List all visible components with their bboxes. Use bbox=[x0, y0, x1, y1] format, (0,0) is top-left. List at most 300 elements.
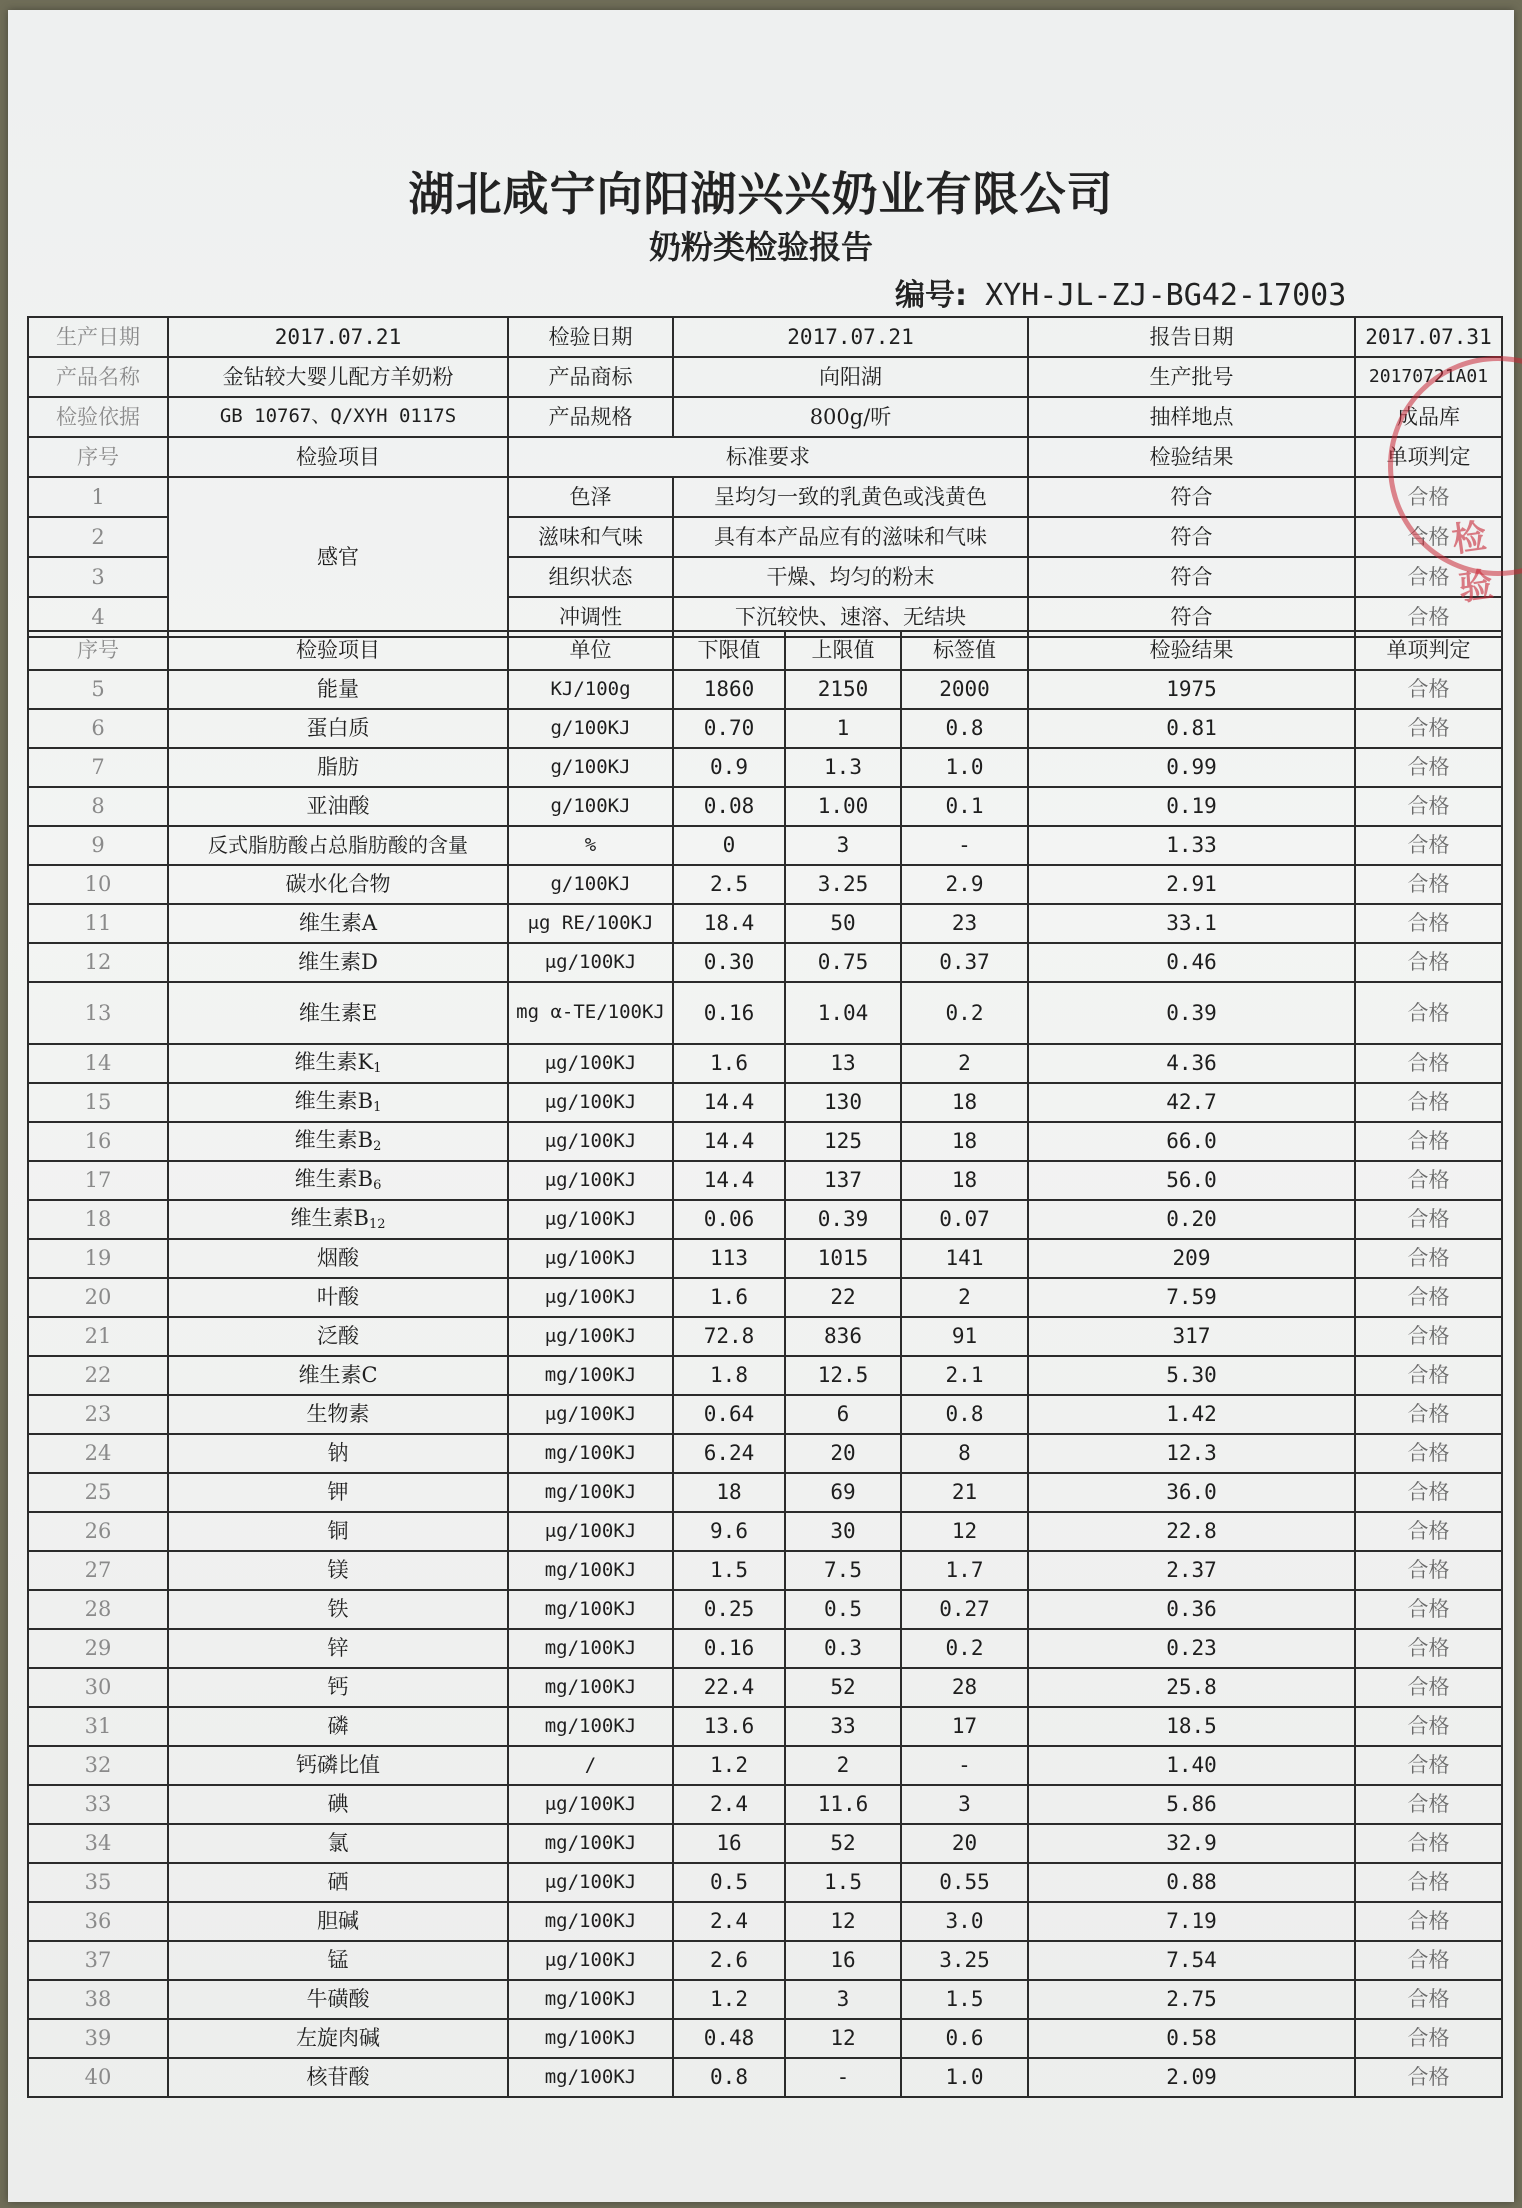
lower-cell: 0.16 bbox=[673, 982, 785, 1044]
upper-cell: 52 bbox=[785, 1668, 901, 1707]
sample-value: 成品库 bbox=[1355, 397, 1502, 437]
lower-cell: 0.48 bbox=[673, 2019, 785, 2058]
unit-cell: / bbox=[508, 1746, 673, 1785]
upper-cell: 1.3 bbox=[785, 748, 901, 787]
table-row bbox=[28, 943, 1502, 982]
label-value-cell: 3.0 bbox=[901, 1902, 1028, 1941]
item-name: 铁 bbox=[327, 1597, 349, 1622]
result-cell: 56.0 bbox=[1028, 1161, 1355, 1200]
label-value-cell: 2000 bbox=[901, 670, 1028, 709]
result-cell: 2.75 bbox=[1028, 1980, 1355, 2019]
document-number bbox=[895, 270, 1346, 314]
item-name: 硒 bbox=[327, 1870, 349, 1895]
item-name: 钾 bbox=[327, 1480, 349, 1505]
result-cell: 36.0 bbox=[1028, 1473, 1355, 1512]
seq-cell: 6 bbox=[28, 709, 168, 748]
label-value-cell: 8 bbox=[901, 1434, 1028, 1473]
lower-cell: 2.4 bbox=[673, 1785, 785, 1824]
unit-cell: μg/100KJ bbox=[508, 1044, 673, 1083]
item-name: 烟酸 bbox=[317, 1246, 359, 1271]
lower-cell: 0.30 bbox=[673, 943, 785, 982]
report-date-value: 2017.07.31 bbox=[1355, 317, 1502, 357]
lower-cell: 1.6 bbox=[673, 1044, 785, 1083]
req-cell: 呈均匀一致的乳黄色或浅黄色 bbox=[673, 477, 1028, 517]
verdict-cell: 合格 bbox=[1355, 1044, 1502, 1083]
label-value-cell: 0.07 bbox=[901, 1200, 1028, 1239]
unit-cell: mg/100KJ bbox=[508, 1551, 673, 1590]
unit-cell: μg/100KJ bbox=[508, 1161, 673, 1200]
col-standard: 标准要求 bbox=[508, 437, 1028, 477]
seq-cell: 31 bbox=[28, 1707, 168, 1746]
unit-cell: μg/100KJ bbox=[508, 1941, 673, 1980]
verdict-cell: 合格 bbox=[1355, 1434, 1502, 1473]
batch-value: 20170721A01 bbox=[1355, 357, 1502, 397]
verdict-cell: 合格 bbox=[1355, 670, 1502, 709]
item-name: 钠 bbox=[327, 1441, 349, 1466]
table-row bbox=[28, 1083, 1502, 1122]
result-cell: 33.1 bbox=[1028, 904, 1355, 943]
table-row bbox=[28, 1239, 1502, 1278]
label-value-cell: 12 bbox=[901, 1512, 1028, 1551]
verdict-cell: 合格 bbox=[1355, 1824, 1502, 1863]
upper-cell: 12 bbox=[785, 2019, 901, 2058]
seq-cell: 21 bbox=[28, 1317, 168, 1356]
upper-cell: 12.5 bbox=[785, 1356, 901, 1395]
item-name: 维生素B bbox=[294, 1089, 374, 1114]
item-cell bbox=[168, 1278, 508, 1317]
verdict-cell: 合格 bbox=[1355, 1551, 1502, 1590]
seq-cell: 27 bbox=[28, 1551, 168, 1590]
unit-cell: μg/100KJ bbox=[508, 943, 673, 982]
item-name: 碘 bbox=[327, 1792, 349, 1817]
unit-cell: μg/100KJ bbox=[508, 1317, 673, 1356]
upper-cell: 16 bbox=[785, 1941, 901, 1980]
lower-cell: 2.6 bbox=[673, 1941, 785, 1980]
item-subscript: 1 bbox=[373, 1100, 382, 1116]
table-row bbox=[28, 1356, 1502, 1395]
unit-cell: μg/100KJ bbox=[508, 1122, 673, 1161]
unit-cell: μg/100KJ bbox=[508, 1512, 673, 1551]
info-table bbox=[27, 316, 1503, 638]
label-value-cell: 0.1 bbox=[901, 787, 1028, 826]
lower-cell: 1.6 bbox=[673, 1278, 785, 1317]
item-name: 蛋白质 bbox=[306, 716, 370, 741]
result-cell: 7.59 bbox=[1028, 1278, 1355, 1317]
table-row bbox=[28, 1512, 1502, 1551]
unit-cell: μg/100KJ bbox=[508, 1278, 673, 1317]
item-cell bbox=[168, 1902, 508, 1941]
upper-cell: 0.5 bbox=[785, 1590, 901, 1629]
item-cell bbox=[168, 1200, 508, 1239]
insp-date-label: 检验日期 bbox=[508, 317, 673, 357]
verdict-cell: 合格 bbox=[1355, 597, 1502, 637]
upper-cell: 0.75 bbox=[785, 943, 901, 982]
verdict-cell: 合格 bbox=[1355, 1122, 1502, 1161]
result-cell: 7.54 bbox=[1028, 1941, 1355, 1980]
item-name: 维生素E bbox=[298, 1000, 378, 1025]
label-value-cell: 0.6 bbox=[901, 2019, 1028, 2058]
item-cell bbox=[168, 1473, 508, 1512]
seq-cell: 30 bbox=[28, 1668, 168, 1707]
verdict-cell: 合格 bbox=[1355, 865, 1502, 904]
unit-cell: μg/100KJ bbox=[508, 1395, 673, 1434]
lower-cell: 0.9 bbox=[673, 748, 785, 787]
upper-cell: 7.5 bbox=[785, 1551, 901, 1590]
verdict-cell: 合格 bbox=[1355, 1473, 1502, 1512]
upper-cell: 0.3 bbox=[785, 1629, 901, 1668]
label-value-cell: 0.37 bbox=[901, 943, 1028, 982]
seq-cell: 25 bbox=[28, 1473, 168, 1512]
label-value-cell: 17 bbox=[901, 1707, 1028, 1746]
lower-cell: 14.4 bbox=[673, 1161, 785, 1200]
item-cell bbox=[168, 1668, 508, 1707]
col-item: 检验项目 bbox=[168, 437, 508, 477]
attr-cell: 色泽 bbox=[508, 477, 673, 517]
seq-cell: 12 bbox=[28, 943, 168, 982]
verdict-cell: 合格 bbox=[1355, 1941, 1502, 1980]
verdict-cell: 合格 bbox=[1355, 1629, 1502, 1668]
upper-cell: 22 bbox=[785, 1278, 901, 1317]
unit-cell: mg/100KJ bbox=[508, 1980, 673, 2019]
unit-cell: μg/100KJ bbox=[508, 1863, 673, 1902]
upper-cell: 2 bbox=[785, 1746, 901, 1785]
item-cell bbox=[168, 1356, 508, 1395]
lower-cell: 2.5 bbox=[673, 865, 785, 904]
basis-label: 检验依据 bbox=[28, 397, 168, 437]
item-name: 维生素B bbox=[294, 1167, 374, 1192]
upper-cell: 50 bbox=[785, 904, 901, 943]
verdict-cell: 合格 bbox=[1355, 1863, 1502, 1902]
label-value-cell: 28 bbox=[901, 1668, 1028, 1707]
label-value-cell: 3.25 bbox=[901, 1941, 1028, 1980]
result-cell: 18.5 bbox=[1028, 1707, 1355, 1746]
product-name-value: 金钻较大婴儿配方羊奶粉 bbox=[168, 357, 508, 397]
seq-cell: 35 bbox=[28, 1863, 168, 1902]
seq-cell: 22 bbox=[28, 1356, 168, 1395]
table-row bbox=[28, 1746, 1502, 1785]
seq-cell: 23 bbox=[28, 1395, 168, 1434]
lower-cell: 1860 bbox=[673, 670, 785, 709]
label-value-cell: 0.8 bbox=[901, 1395, 1028, 1434]
item-cell bbox=[168, 1746, 508, 1785]
upper-cell: 20 bbox=[785, 1434, 901, 1473]
verdict-cell: 合格 bbox=[1355, 709, 1502, 748]
brand-value: 向阳湖 bbox=[673, 357, 1028, 397]
lower-cell: 0.06 bbox=[673, 1200, 785, 1239]
table-row bbox=[28, 709, 1502, 748]
label-value-cell: 141 bbox=[901, 1239, 1028, 1278]
label-value-cell: 2 bbox=[901, 1278, 1028, 1317]
item-cell bbox=[168, 1629, 508, 1668]
table-row bbox=[28, 982, 1502, 1044]
col-label: 标签值 bbox=[901, 631, 1028, 670]
lower-cell: 113 bbox=[673, 1239, 785, 1278]
info-row bbox=[28, 317, 1502, 357]
label-value-cell: 2.9 bbox=[901, 865, 1028, 904]
item-cell bbox=[168, 787, 508, 826]
report-date-label: 报告日期 bbox=[1028, 317, 1355, 357]
label-value-cell: 0.55 bbox=[901, 1863, 1028, 1902]
item-cell bbox=[168, 1941, 508, 1980]
verdict-cell: 合格 bbox=[1355, 1200, 1502, 1239]
seq-cell: 40 bbox=[28, 2058, 168, 2097]
seq-cell: 4 bbox=[28, 597, 168, 637]
unit-cell: KJ/100g bbox=[508, 670, 673, 709]
seq-cell: 38 bbox=[28, 1980, 168, 2019]
verdict-cell: 合格 bbox=[1355, 1395, 1502, 1434]
item-name: 维生素B bbox=[294, 1128, 374, 1153]
verdict-cell: 合格 bbox=[1355, 517, 1502, 557]
lower-cell: 1.8 bbox=[673, 1356, 785, 1395]
col-result: 检验结果 bbox=[1028, 437, 1355, 477]
upper-cell: 12 bbox=[785, 1902, 901, 1941]
verdict-cell: 合格 bbox=[1355, 557, 1502, 597]
item-cell bbox=[168, 1824, 508, 1863]
result-cell: 317 bbox=[1028, 1317, 1355, 1356]
document-number-value: XYH-JL-ZJ-BG42-17003 bbox=[985, 278, 1347, 313]
upper-cell: 0.39 bbox=[785, 1200, 901, 1239]
unit-cell: mg/100KJ bbox=[508, 2058, 673, 2097]
seq-cell: 8 bbox=[28, 787, 168, 826]
document-number-label: 编号: bbox=[895, 278, 967, 313]
info-row bbox=[28, 397, 1502, 437]
item-cell bbox=[168, 1551, 508, 1590]
verdict-cell: 合格 bbox=[1355, 1902, 1502, 1941]
result-cell: 0.58 bbox=[1028, 2019, 1355, 2058]
item-cell bbox=[168, 1512, 508, 1551]
item-name: 泛酸 bbox=[317, 1324, 359, 1349]
upper-cell: 52 bbox=[785, 1824, 901, 1863]
table-row bbox=[28, 1317, 1502, 1356]
table-row bbox=[28, 1161, 1502, 1200]
table-row bbox=[28, 748, 1502, 787]
label-value-cell: - bbox=[901, 1746, 1028, 1785]
item-subscript: 12 bbox=[368, 1217, 386, 1233]
result-cell: 0.46 bbox=[1028, 943, 1355, 982]
unit-cell: g/100KJ bbox=[508, 865, 673, 904]
label-value-cell: 20 bbox=[901, 1824, 1028, 1863]
item-name: 亚油酸 bbox=[306, 794, 370, 819]
unit-cell: mg/100KJ bbox=[508, 1824, 673, 1863]
prod-date-value: 2017.07.21 bbox=[168, 317, 508, 357]
item-name: 碳水化合物 bbox=[285, 872, 391, 897]
table-row bbox=[28, 1707, 1502, 1746]
item-cell bbox=[168, 865, 508, 904]
lower-cell: 0.08 bbox=[673, 787, 785, 826]
seq-cell: 29 bbox=[28, 1629, 168, 1668]
item-cell bbox=[168, 1785, 508, 1824]
item-cell bbox=[168, 1395, 508, 1434]
table-row bbox=[28, 865, 1502, 904]
item-name: 牛磺酸 bbox=[306, 1987, 370, 2012]
seq-cell: 13 bbox=[28, 982, 168, 1044]
result-cell: 32.9 bbox=[1028, 1824, 1355, 1863]
item-name: 铜 bbox=[327, 1519, 349, 1544]
table-row bbox=[28, 2019, 1502, 2058]
req-cell: 下沉较快、速溶、无结块 bbox=[673, 597, 1028, 637]
upper-cell: 6 bbox=[785, 1395, 901, 1434]
item-subscript: 1 bbox=[373, 1061, 382, 1077]
lower-cell: 72.8 bbox=[673, 1317, 785, 1356]
upper-cell: 11.6 bbox=[785, 1785, 901, 1824]
seq-cell: 10 bbox=[28, 865, 168, 904]
result-cell: 符合 bbox=[1028, 477, 1355, 517]
result-cell: 25.8 bbox=[1028, 1668, 1355, 1707]
lower-cell: 2.4 bbox=[673, 1902, 785, 1941]
verdict-cell: 合格 bbox=[1355, 826, 1502, 865]
item-cell bbox=[168, 709, 508, 748]
lower-cell: 18.4 bbox=[673, 904, 785, 943]
lower-cell: 0 bbox=[673, 826, 785, 865]
label-value-cell: 18 bbox=[901, 1122, 1028, 1161]
table-row bbox=[28, 1473, 1502, 1512]
unit-cell: mg α-TE/100KJ bbox=[508, 982, 673, 1044]
result-cell: 12.3 bbox=[1028, 1434, 1355, 1473]
upper-cell: 30 bbox=[785, 1512, 901, 1551]
lower-cell: 9.6 bbox=[673, 1512, 785, 1551]
upper-cell: 3.25 bbox=[785, 865, 901, 904]
item-cell bbox=[168, 982, 508, 1044]
spec-value: 800g/听 bbox=[673, 397, 1028, 437]
result-cell: 66.0 bbox=[1028, 1122, 1355, 1161]
result-cell: 4.36 bbox=[1028, 1044, 1355, 1083]
unit-cell: mg/100KJ bbox=[508, 1590, 673, 1629]
lower-cell: 14.4 bbox=[673, 1083, 785, 1122]
physchem-header-row bbox=[28, 631, 1502, 670]
col-upper: 上限值 bbox=[785, 631, 901, 670]
upper-cell: 1.00 bbox=[785, 787, 901, 826]
label-value-cell: 2 bbox=[901, 1044, 1028, 1083]
verdict-cell: 合格 bbox=[1355, 1707, 1502, 1746]
item-cell bbox=[168, 670, 508, 709]
upper-cell: 69 bbox=[785, 1473, 901, 1512]
upper-cell: 2150 bbox=[785, 670, 901, 709]
table-row bbox=[28, 1941, 1502, 1980]
label-value-cell: 0.27 bbox=[901, 1590, 1028, 1629]
item-cell bbox=[168, 1239, 508, 1278]
seq-cell: 26 bbox=[28, 1512, 168, 1551]
result-cell: 符合 bbox=[1028, 597, 1355, 637]
batch-label: 生产批号 bbox=[1028, 357, 1355, 397]
table-row bbox=[28, 1980, 1502, 2019]
col-item: 检验项目 bbox=[168, 631, 508, 670]
label-value-cell: 1.0 bbox=[901, 748, 1028, 787]
seq-cell: 5 bbox=[28, 670, 168, 709]
verdict-cell: 合格 bbox=[1355, 1512, 1502, 1551]
table-row bbox=[28, 1122, 1502, 1161]
item-name: 能量 bbox=[317, 677, 359, 702]
item-name: 脂肪 bbox=[317, 755, 359, 780]
seq-cell: 18 bbox=[28, 1200, 168, 1239]
label-value-cell: 2.1 bbox=[901, 1356, 1028, 1395]
label-value-cell: 91 bbox=[901, 1317, 1028, 1356]
seq-cell: 20 bbox=[28, 1278, 168, 1317]
item-name: 钙 bbox=[327, 1675, 349, 1700]
table-row bbox=[28, 1434, 1502, 1473]
verdict-cell: 合格 bbox=[1355, 2058, 1502, 2097]
upper-cell: 3 bbox=[785, 826, 901, 865]
unit-cell: mg/100KJ bbox=[508, 1629, 673, 1668]
req-cell: 具有本产品应有的滋味和气味 bbox=[673, 517, 1028, 557]
item-cell bbox=[168, 1161, 508, 1200]
table-row bbox=[28, 1902, 1502, 1941]
lower-cell: 1.2 bbox=[673, 1980, 785, 2019]
upper-cell: 3 bbox=[785, 1980, 901, 2019]
unit-cell: μg/100KJ bbox=[508, 1083, 673, 1122]
lower-cell: 1.2 bbox=[673, 1746, 785, 1785]
seq-cell: 3 bbox=[28, 557, 168, 597]
table-row bbox=[28, 1629, 1502, 1668]
upper-cell: 1.04 bbox=[785, 982, 901, 1044]
label-value-cell: 18 bbox=[901, 1083, 1028, 1122]
item-cell bbox=[168, 748, 508, 787]
lower-cell: 14.4 bbox=[673, 1122, 785, 1161]
lower-cell: 1.5 bbox=[673, 1551, 785, 1590]
col-seq: 序号 bbox=[28, 631, 168, 670]
result-cell: 0.39 bbox=[1028, 982, 1355, 1044]
unit-cell: mg/100KJ bbox=[508, 1473, 673, 1512]
label-value-cell: 1.7 bbox=[901, 1551, 1028, 1590]
attr-cell: 冲调性 bbox=[508, 597, 673, 637]
inspection-stamp-text: 检验 bbox=[1449, 516, 1496, 610]
result-cell: 1.42 bbox=[1028, 1395, 1355, 1434]
spec-label: 产品规格 bbox=[508, 397, 673, 437]
item-cell bbox=[168, 1863, 508, 1902]
col-unit: 单位 bbox=[508, 631, 673, 670]
item-name: 维生素K bbox=[294, 1050, 374, 1075]
lower-cell: 0.70 bbox=[673, 709, 785, 748]
verdict-cell: 合格 bbox=[1355, 904, 1502, 943]
seq-cell: 33 bbox=[28, 1785, 168, 1824]
result-cell: 0.23 bbox=[1028, 1629, 1355, 1668]
seq-cell: 19 bbox=[28, 1239, 168, 1278]
seq-cell: 34 bbox=[28, 1824, 168, 1863]
verdict-cell: 合格 bbox=[1355, 982, 1502, 1044]
sample-label: 抽样地点 bbox=[1028, 397, 1355, 437]
verdict-cell: 合格 bbox=[1355, 1980, 1502, 2019]
prod-date-label: 生产日期 bbox=[28, 317, 168, 357]
lower-cell: 6.24 bbox=[673, 1434, 785, 1473]
result-cell: 符合 bbox=[1028, 517, 1355, 557]
unit-cell: g/100KJ bbox=[508, 787, 673, 826]
result-cell: 0.88 bbox=[1028, 1863, 1355, 1902]
unit-cell: μg/100KJ bbox=[508, 1200, 673, 1239]
table-row bbox=[28, 1824, 1502, 1863]
verdict-cell: 合格 bbox=[1355, 1317, 1502, 1356]
item-name: 核苷酸 bbox=[306, 2065, 370, 2090]
result-cell: 42.7 bbox=[1028, 1083, 1355, 1122]
unit-cell: μg/100KJ bbox=[508, 1239, 673, 1278]
item-cell bbox=[168, 904, 508, 943]
seq-cell: 37 bbox=[28, 1941, 168, 1980]
unit-cell: mg/100KJ bbox=[508, 1902, 673, 1941]
col-lower: 下限值 bbox=[673, 631, 785, 670]
unit-cell: mg/100KJ bbox=[508, 1707, 673, 1746]
seq-cell: 15 bbox=[28, 1083, 168, 1122]
lower-cell: 18 bbox=[673, 1473, 785, 1512]
lower-cell: 0.8 bbox=[673, 2058, 785, 2097]
verdict-cell: 合格 bbox=[1355, 1161, 1502, 1200]
item-cell bbox=[168, 1317, 508, 1356]
lower-cell: 16 bbox=[673, 1824, 785, 1863]
seq-cell: 2 bbox=[28, 517, 168, 557]
table-row bbox=[28, 1863, 1502, 1902]
item-name: 生物素 bbox=[306, 1402, 370, 1427]
sensory-row bbox=[28, 477, 1502, 517]
sensory-group: 感官 bbox=[168, 477, 508, 637]
verdict-cell: 合格 bbox=[1355, 1746, 1502, 1785]
item-subscript: 6 bbox=[373, 1178, 382, 1194]
